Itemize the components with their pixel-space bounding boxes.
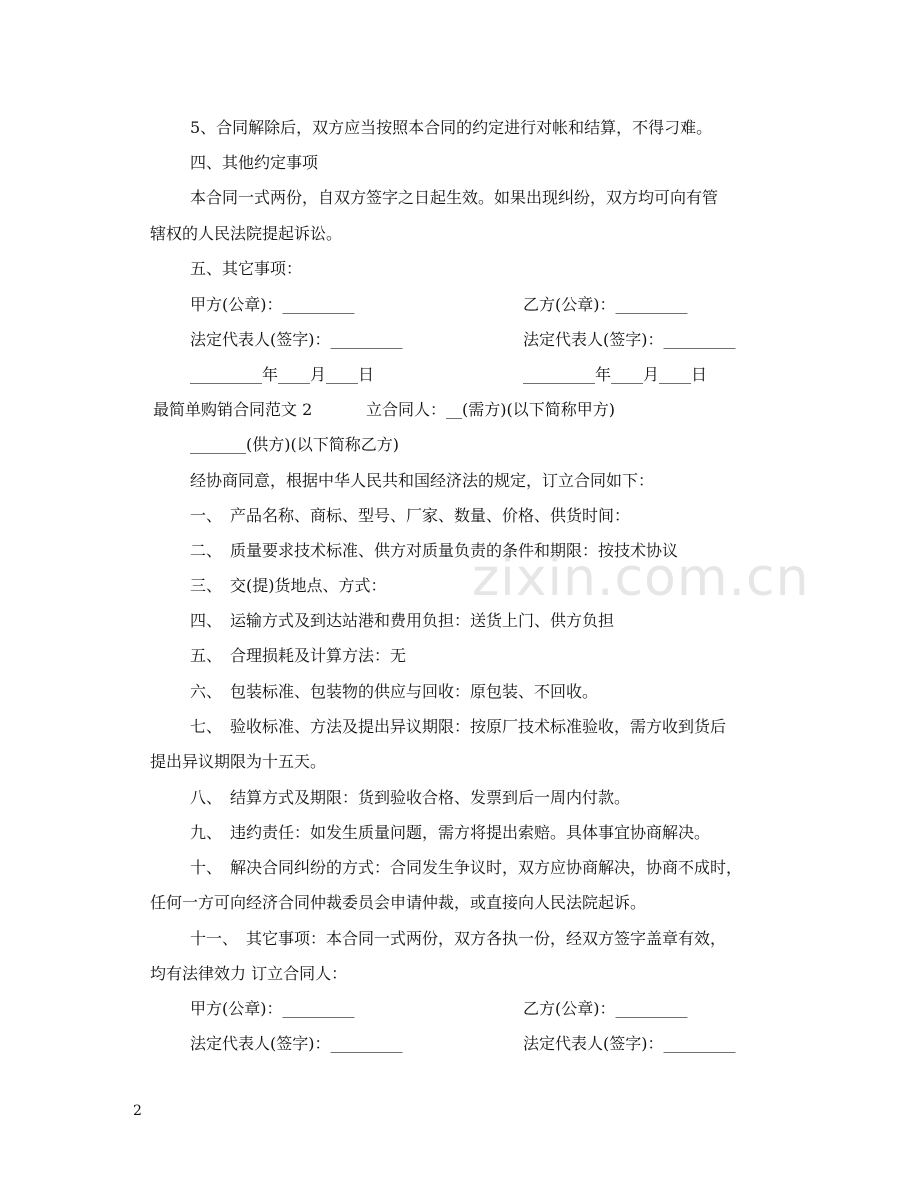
signature-party-b-rep: 法定代表人(签字)：_________ <box>523 330 736 349</box>
section-heading-misc: 五、其它事项： <box>190 259 303 278</box>
clause-2-quality: 二、 质量要求技术标准、供方对质量负责的条件和期限：按技术协议 <box>190 541 679 560</box>
watermark: zixin.com.cn <box>472 548 810 608</box>
clause-8-settlement: 八、 结算方式及期限：货到验收合格、发票到后一周内付款。 <box>190 788 631 807</box>
date-party-a: _________年____月____日 <box>190 365 375 384</box>
signature-party-a-seal-2: 甲方(公章)：_________ <box>190 999 355 1018</box>
clause-7-acceptance-line-1: 七、 验收标准、方法及提出异议期限：按原厂技术标准验收，需方收到货后 <box>190 717 727 736</box>
parties-seller: _______(供方)(以下简称乙方) <box>190 435 399 454</box>
paragraph-effect-line-1: 本合同一式两份，自双方签字之日起生效。如果出现纠纷，双方均可向有管 <box>190 188 719 207</box>
clause-10-disputes-line-1: 十、 解决合同纠纷的方式：合同发生争议时，双方应协商解决，协商不成时， <box>190 858 743 877</box>
document-title-2: 最简单购销合同范文 2 <box>153 400 313 419</box>
signature-party-a-rep-2: 法定代表人(签字)：_________ <box>190 1034 403 1053</box>
date-party-b: _________年____月____日 <box>523 365 708 384</box>
clause-6-packaging: 六、 包装标准、包装物的供应与回收：原包装、不回收。 <box>190 682 599 701</box>
clause-5-termination: 5、合同解除后，双方应当按照本合同的约定进行对帐和结算，不得刁难。 <box>190 118 713 137</box>
clause-5-loss: 五、 合理损耗及计算方法：无 <box>190 646 407 665</box>
contract-intro: 经协商同意，根据中华人民共和国经济法的规定，订立合同如下： <box>190 471 655 490</box>
section-heading-other-terms: 四、其他约定事项 <box>190 153 319 172</box>
clause-7-acceptance-line-2: 提出异议期限为十五天。 <box>150 752 327 771</box>
signature-party-b-seal: 乙方(公章)：_________ <box>523 295 688 314</box>
clause-4-transport: 四、 运输方式及到达站港和费用负担：送货上门、供方负担 <box>190 611 615 630</box>
clause-11-misc-line-2: 均有法律效力 订立合同人： <box>150 964 348 983</box>
clause-3-delivery: 三、 交(提)货地点、方式： <box>190 576 387 595</box>
parties-buyer: 立合同人：__(需方)(以下简称甲方) <box>366 400 615 419</box>
page-number: 2 <box>133 1103 142 1119</box>
clause-10-disputes-line-2: 任何一方可向经济合同仲裁委员会申请仲裁，或直接向人民法院起诉。 <box>150 893 647 912</box>
signature-party-b-seal-2: 乙方(公章)：_________ <box>523 999 688 1018</box>
paragraph-effect-line-2: 辖权的人民法院提起诉讼。 <box>150 224 343 243</box>
signature-party-a-rep: 法定代表人(签字)：_________ <box>190 330 403 349</box>
clause-11-misc-line-1: 十一、 其它事项：本合同一式两份，双方各执一份，经双方签字盖章有效， <box>190 929 727 948</box>
clause-9-liability: 九、 违约责任：如发生质量问题，需方将提出索赔。具体事宜协商解决。 <box>190 823 711 842</box>
signature-party-a-seal: 甲方(公章)：_________ <box>190 295 355 314</box>
signature-party-b-rep-2: 法定代表人(签字)：_________ <box>523 1034 736 1053</box>
clause-1-product: 一、 产品名称、商标、型号、厂家、数量、价格、供货时间： <box>190 506 631 525</box>
